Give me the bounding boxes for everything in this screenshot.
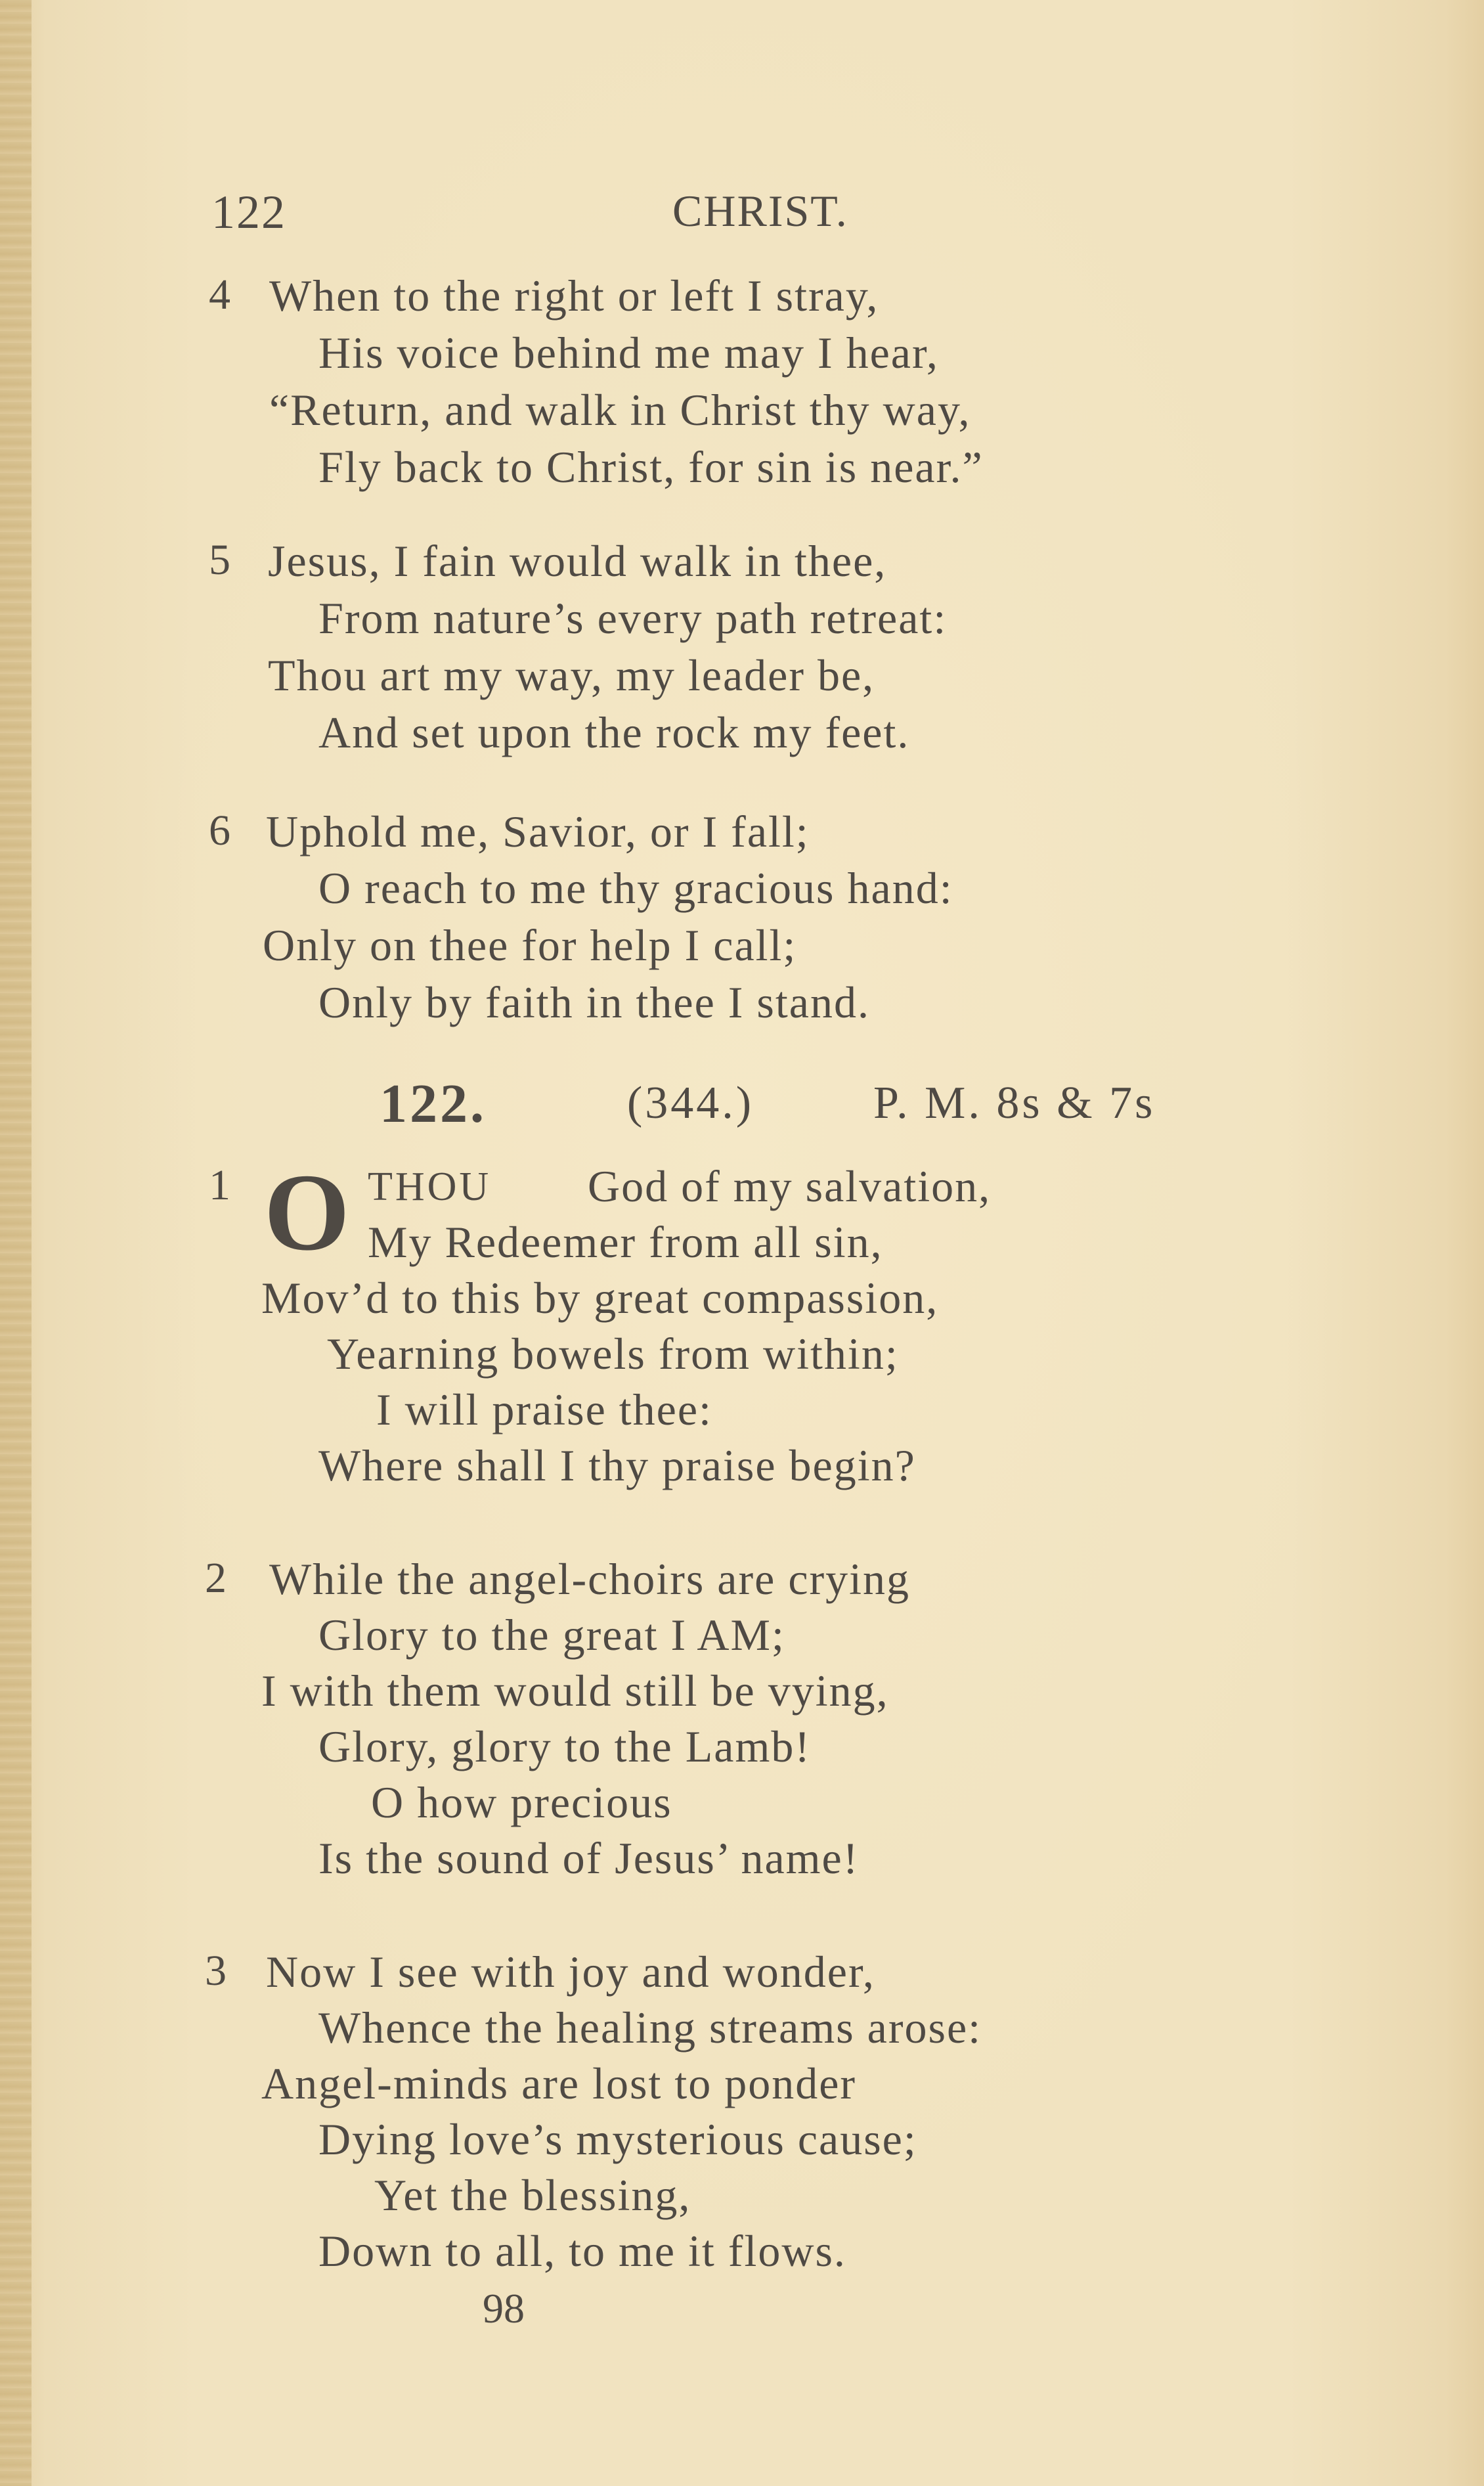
verse-line: And set upon the rock my feet. bbox=[318, 707, 910, 757]
verse-line: Jesus, I fain would walk in thee, bbox=[268, 536, 887, 586]
verse-line: His voice behind me may I hear, bbox=[318, 328, 939, 378]
verse-line: Yet the blessing, bbox=[374, 2170, 691, 2220]
running-title: CHRIST. bbox=[672, 186, 848, 236]
verse-line: Yearning bowels from within; bbox=[327, 1329, 899, 1379]
verse-line: Mov’d to this by great compassion, bbox=[261, 1273, 939, 1323]
verse-line: Is the sound of Jesus’ name! bbox=[318, 1833, 860, 1883]
verse-line: Uphold me, Savior, or I fall; bbox=[266, 807, 810, 856]
verse-line: Fly back to Christ, for sin is near.” bbox=[318, 442, 984, 492]
verse-line: “Return, and walk in Christ thy way, bbox=[269, 385, 971, 435]
first-word: THOU bbox=[368, 1165, 492, 1209]
verse-line: Glory, glory to the Lamb! bbox=[318, 1721, 811, 1771]
hymn-reference: (344.) bbox=[627, 1078, 754, 1128]
stanza-number: 6 bbox=[209, 807, 230, 855]
hymn-number: 122. bbox=[380, 1073, 487, 1134]
stanza-number: 3 bbox=[205, 1947, 227, 1995]
verse-line: Dying love’s mysterious cause; bbox=[318, 2114, 917, 2164]
verse-line: I with them would still be vying, bbox=[261, 1666, 889, 1716]
verse-line: I will praise thee: bbox=[376, 1385, 712, 1434]
verse-line: Down to all, to me it flows. bbox=[318, 2226, 846, 2276]
stanza-number: 5 bbox=[209, 536, 230, 584]
verse-line: When to the right or left I stray, bbox=[269, 271, 879, 321]
verse-line: Glory to the great I AM; bbox=[318, 1610, 785, 1660]
verse-line: Whence the healing streams arose: bbox=[318, 2003, 982, 2053]
signature-mark: 98 bbox=[483, 2285, 525, 2332]
verse-line: From nature’s every path retreat: bbox=[318, 593, 948, 643]
page-edge bbox=[0, 0, 32, 2486]
verse-line: Angel-minds are lost to ponder bbox=[261, 2058, 857, 2108]
verse-line: O reach to me thy gracious hand: bbox=[318, 863, 953, 913]
verse-line: Only on thee for help I call; bbox=[263, 920, 797, 970]
verse-line: Where shall I thy praise begin? bbox=[318, 1440, 916, 1490]
verse-line: While the angel-choirs are crying bbox=[269, 1554, 911, 1604]
verse-line: Now I see with joy and wonder, bbox=[266, 1947, 875, 1997]
page-number: 122 bbox=[211, 186, 286, 238]
stanza-number: 4 bbox=[209, 271, 230, 319]
stanza-number: 2 bbox=[205, 1554, 227, 1602]
verse-line: Only by faith in thee I stand. bbox=[318, 977, 870, 1027]
verse-line: Thou art my way, my leader be, bbox=[268, 650, 875, 700]
verse-line: God of my salvation, bbox=[588, 1161, 992, 1211]
hymn-meter: P. M. 8s & 7s bbox=[873, 1078, 1156, 1128]
stanza-number: 1 bbox=[209, 1161, 230, 1209]
verse-line: My Redeemer from all sin, bbox=[368, 1217, 883, 1267]
drop-cap: O bbox=[264, 1151, 350, 1274]
verse-line: O how precious bbox=[371, 1777, 672, 1827]
